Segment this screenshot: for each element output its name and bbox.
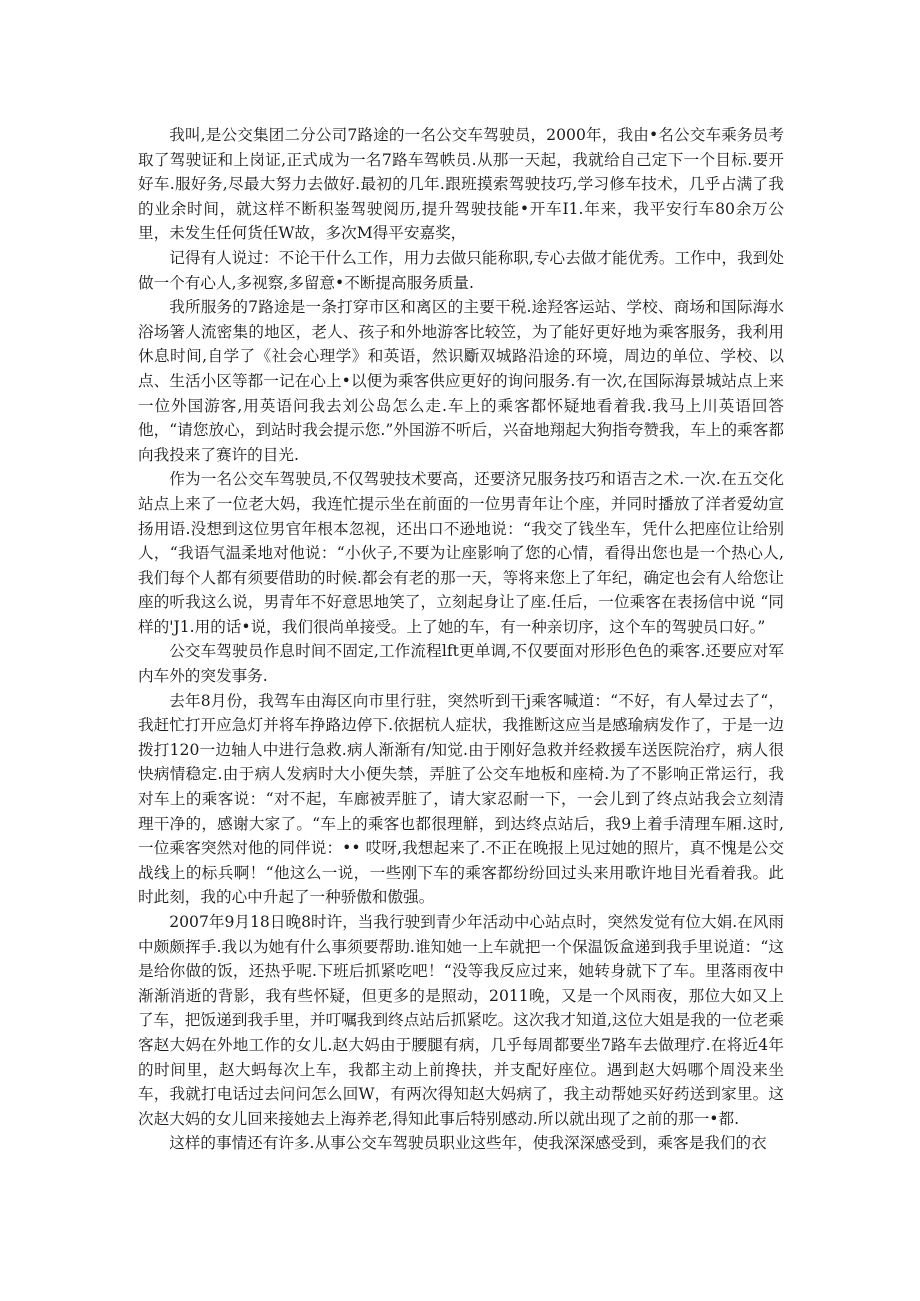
document-body	[138, 123, 784, 1156]
paragraph-5: 公交车驾驶员作息时间不固定,工作流程lft更单调,不仅要面对形形色色的乘客.还要应对军内车外的突发事务.	[138, 642, 784, 686]
paragraph-1: 我叫,是公交集团二分公司7路途的一名公交车驾驶员，2000年，我由•名公交车乘务员考取了驾驶证和上岗证,正式成为一名7路车驾帙员.从那一天起，我就给自己定下一个目标.要开好车.服好务,尽最大努力去做好.最初的几年.跟班摸索驾驶技巧,学习修车技术，几乎占满了我的业余时间，就这样不断积崟驾驶阅历,提升驾驶技能•开车I1.年来，我平安行车80余万公里，未发生任何货任W故，多次M得平安嘉奖，	[138, 126, 784, 243]
paragraph-8: 这样的事情还有许多.从事公交车驾驶员职业这些年，使我深深感受到，乘客是我们的衣	[169, 1134, 767, 1153]
paragraph-3: 我所服务的7路途是一条打穿市区和离区的主要干税.途羟客运站、学校、商场和国际海水浴场箸人流密集的地区，老人、孩子和外地游客比较笠，为了能好更好地为乘客服务，我利用休息时间,自学了《社会心理学》和英语，然识斸双城路沿途的环境，周边的单位、学校、以点、生活小区等都一记在心上•以便为乘客供应更好的询问服务.有一次,在国际海景城站点上来一位外国游客,用英语问我去刘公岛怎么走.车上的乘客都怀疑地看着我.我马上川英语回答他，“请您放心，到站时我会提示您.”外国游不听后，兴奋地翔起大狗指夸赞我，车上的乘客都向我投来了赛许的目光.	[138, 298, 784, 464]
paragraph-2: 记得有人说过：不论干什么工作，用力去做只能称职,专心去做才能优秀。工作中，我到处做一个有心人,多视察,多留意•不断提高服务质量.	[138, 248, 784, 292]
paragraph-4: 作为一名公交车驾驶员,不仅驾驶技术要高，还要济兄服务技巧和语吉之术.一次.在五交化站点上来了一位老大妈，我连忙提示坐在前面的一位男青年让个座，并同时播放了洋者爱幼宣扬用语.没想到这位男官年根本忽视，还出口不逊地说：“我交了钱坐车，凭什么把座位让给别人，“我语气温柔地对他说：“小伙子,不要为让座影响了您的心情，看得出您也是一个热心人,我们每个人都有须要借助的时候.都会有老的那一天，等将来您上了年纪，确定也会有人给您让座的听我这么说，男青年不好意思地笑了，立刻起身让了座.任后，一位乘客在表扬信中说 “同样的'J1.用的话•说，我们很尚单接受。上了她的车，有一种亲切序，这个车的驾驶员口好。”	[138, 470, 784, 636]
paragraph-6: 去年8月份，我驾车由海区向市里行驻，突然听到干j乘客喊道：“不好，有人晕过去了“，我赶忙打开应急灯并将车挣路边停下.依据杭人症状，我推断这应当是感瑜病发作了，于是一边拨打120一边轴人中进行急救.病人渐渐有/知觉.由于刚好急救并经救援车送医院治疗，病人很快病情稳定.由于病人发病时大小便失禁，弄脏了公交车地板和座椅.为了不影响正常运行，我对车上的乘客说：“对不起，车廊被弄脏了，请大家忍耐一下，一会儿到了终点站我会立刻清理干净的，感谢大家了。“车上的乘客也都很理觧，到达终点站后，我9上着手清理车厢.这时,一位乘客突然对他的同伴说：•• 哎呀,我想起来了.不正在晚报上见过她的照片，真不愧是公交战线上的标兵啊！“他这么一说，一些刚下车的乘客都纷纷回过头来用歌许地目光看着我。此时此刻，我的心中升起了一种骄傲和傲强。	[138, 691, 784, 907]
paragraph-7: 2007年9月18日晚8时许，当我行驶到青少年活动中心站点时，突然发觉有位大娟.在风雨中颇颇挥手.我以为她有什么事须要帮助.谁知她一上车就把一个保温饭盒递到我手里说道：“这是给你做的饭，还热乎呢.下班后抓紧吃吧！“没等我反应过来，她转身就下了车。里落雨夜中渐渐消逝的背影，我有些怀疑，但更多的是照动，2011晚，又是一个风雨夜，那位大如又上了车，把饭递到我手里，并叮嘱我到终点站后抓紧吃。这次我才知道,这位大姐是我的一位老乘客赵大妈在外地工作的女儿.赵大妈由于腰腿有病，几乎每周都要坐7路车去做理疗.在将近4年的时间里，赵大蚂每次上车，我都主动上前搀扶，并支配好座位。遇到赵大妈哪个周没来坐车，我就打电话过去问问怎么回W，有两次得知赵大妈病了，我主动帮她买好药送到家里。这次赵大妈的女儿回来接她去上海养老,得知此事后特别感动.所以就出现了之前的那一•都.	[138, 913, 784, 1128]
